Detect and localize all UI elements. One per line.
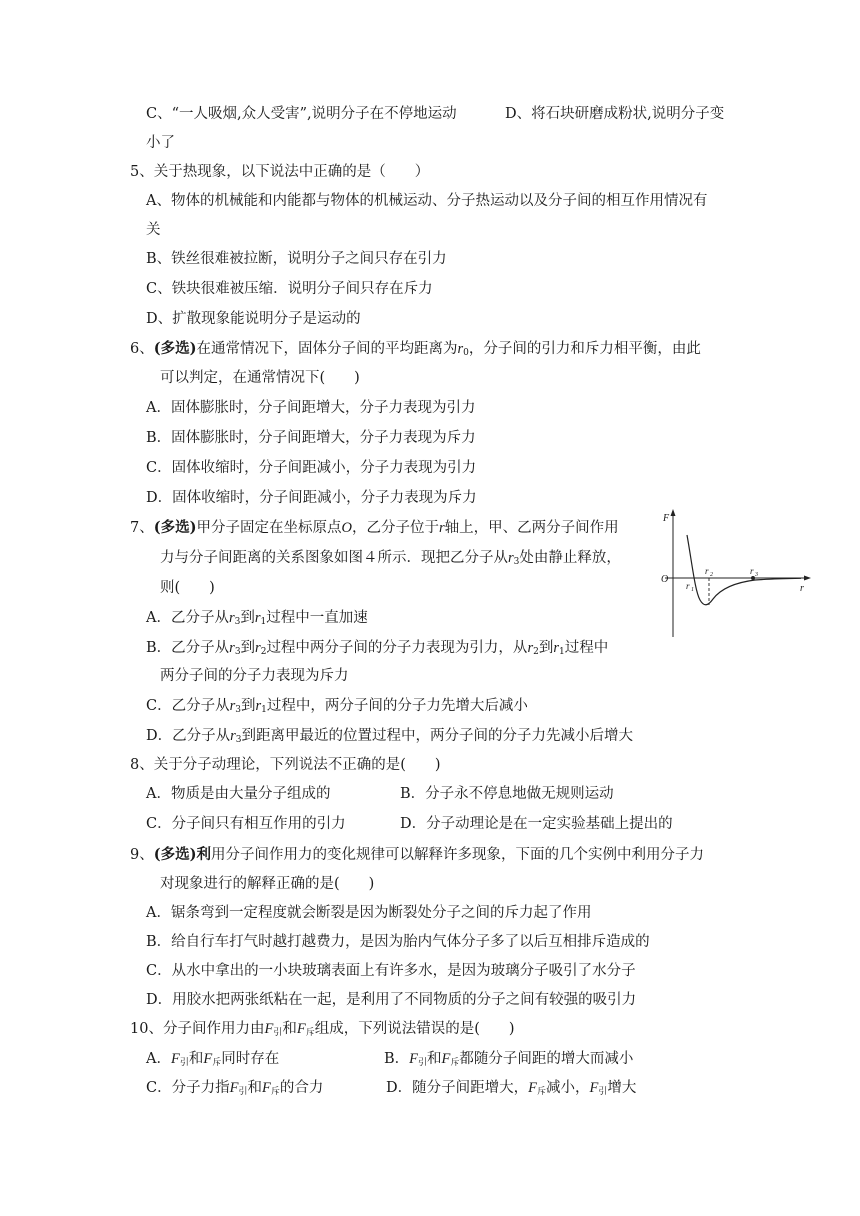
q8-option-c: C．分子间只有相互作用的引力	[146, 816, 346, 832]
q7-option-a: A．乙分子从$r_3$到$r_1$过程中一直加速	[146, 610, 368, 627]
q7-stem-line2: 力与分子间距离的关系图象如图４所示．现把乙分子从$r_3$处由静止释放，	[160, 550, 621, 567]
q4-option-c: C、“一人吸烟,众人受害”,说明分子在不停地运动	[146, 106, 457, 122]
q5-option-a: A、物体的机械能和内能都与物体的机械运动、分子热运动以及分子间的相互作用情况有	[146, 193, 708, 209]
f-label: F	[663, 513, 670, 524]
q10-option-d: D．随分子间距增大，$F_斥$减小，$F_引$增大	[386, 1080, 637, 1097]
q6-stem-line2: 可以判定，在通常情况下( )	[160, 370, 360, 386]
q5-stem: 5、关于热现象，以下说法中正确的是（ ）	[130, 164, 430, 180]
q7-option-c: C．乙分子从$r_3$到$r_1$过程中，两分子间的分子力先增大后减小	[146, 698, 528, 715]
q6-option-d: D．固体收缩时，分子间距减小，分子力表现为斥力	[146, 490, 477, 506]
q5-option-b: B、铁丝很难被拉断，说明分子之间只存在引力	[146, 251, 447, 267]
q9-stem-line2: 对现象进行的解释正确的是( )	[160, 876, 375, 892]
q8-stem: 8、关于分子动理论，下列说法不正确的是( )	[130, 757, 441, 773]
q6-option-a: A．固体膨胀时，分子间距增大，分子力表现为引力	[146, 400, 476, 416]
q7-option-b: B．乙分子从$r_3$到$r_2$过程中两分子间的分子力表现为引力，从$r_2$到$r_1$过程中	[146, 640, 609, 657]
q5-option-a-cont: 关	[146, 222, 161, 238]
q8-option-b: B．分子永不停息地做无规则运动	[400, 786, 614, 802]
r1-subscript: 1	[691, 587, 694, 593]
q10-option-a: A．$F_引$和$F_斥$同时存在	[146, 1051, 280, 1068]
q8-option-a: A．物质是由大量分子组成的	[146, 786, 331, 802]
q6-option-c: C．固体收缩时，分子间距减小，分子力表现为引力	[146, 460, 477, 476]
origin-label: O	[661, 574, 669, 585]
q4-option-d: D、将石块研磨成粉状,说明分子变	[505, 106, 725, 122]
q9-option-a: A．锯条弯到一定程度就会断裂是因为断裂处分子之间的斥力起了作用	[146, 905, 592, 921]
q7-stem-line3: 则( )	[160, 580, 215, 596]
r-axis-arrow	[804, 576, 811, 581]
q9-option-c: C．从水中拿出的一小块玻璃表面上有许多水，是因为玻璃分子吸引了水分子	[146, 963, 636, 979]
f-axis-arrow	[671, 509, 676, 516]
multi-select-tag: (多选)	[153, 340, 197, 357]
r2-label: r	[705, 566, 709, 576]
q5-option-d: D、扩散现象能说明分子是运动的	[146, 311, 361, 327]
r2-subscript: 2	[710, 572, 713, 578]
q7-option-d: D．乙分子从$r_3$到距离甲最近的位置过程中，两分子间的分子力先减小后增大	[146, 728, 634, 745]
q9-option-d: D．用胶水把两张纸粘在一起，是利用了不同物质的分子之间有较强的吸引力	[146, 992, 637, 1008]
multi-select-tag: (多选)	[153, 519, 197, 536]
q8-option-d: D．分子动理论是在一定实验基础上提出的	[400, 816, 673, 832]
q4-option-d-cont: 小了	[146, 135, 175, 151]
multi-select-tag: (多选)利	[153, 846, 211, 863]
q6-option-b: B．固体膨胀时，分子间距增大，分子力表现为斥力	[146, 430, 476, 446]
q9-option-b: B．给自行车打气时越打越费力，是因为胎内气体分子多了以后互相排斥造成的	[146, 934, 650, 950]
r3-label: r	[750, 566, 754, 576]
q7-option-b-cont: 两分子间的分子力表现为斥力	[160, 668, 349, 684]
r3-subscript: 3	[755, 572, 758, 578]
force-distance-graph	[655, 505, 815, 640]
q10-stem: 10、分子间作用力由$F_引$和$F_斥$组成，下列说法错误的是( )	[130, 1021, 515, 1038]
q10-option-c: C．分子力指$F_引$和$F_斥$的合力	[146, 1080, 324, 1097]
q6-stem-line1: 6、(多选)在通常情况下，固体分子间的平均距离为$r_0$，分子间的引力和斥力相平衡，由此	[130, 340, 701, 358]
r1-label: r	[686, 581, 690, 591]
r-label: r	[800, 583, 804, 594]
q10-option-b: B．$F_引$和$F_斥$都随分子间距的增大而减小	[384, 1051, 634, 1068]
q9-stem-line1: 9、(多选)利用分子间作用力的变化规律可以解释许多现象，下面的几个实例中利用分子力	[130, 846, 704, 863]
q5-option-c: C、铁块很难被压缩．说明分子间只存在斥力	[146, 281, 433, 297]
q7-stem-line1: 7、(多选)甲分子固定在坐标原点O，乙分子位于r轴上，甲、乙两分子间作用	[130, 519, 619, 536]
